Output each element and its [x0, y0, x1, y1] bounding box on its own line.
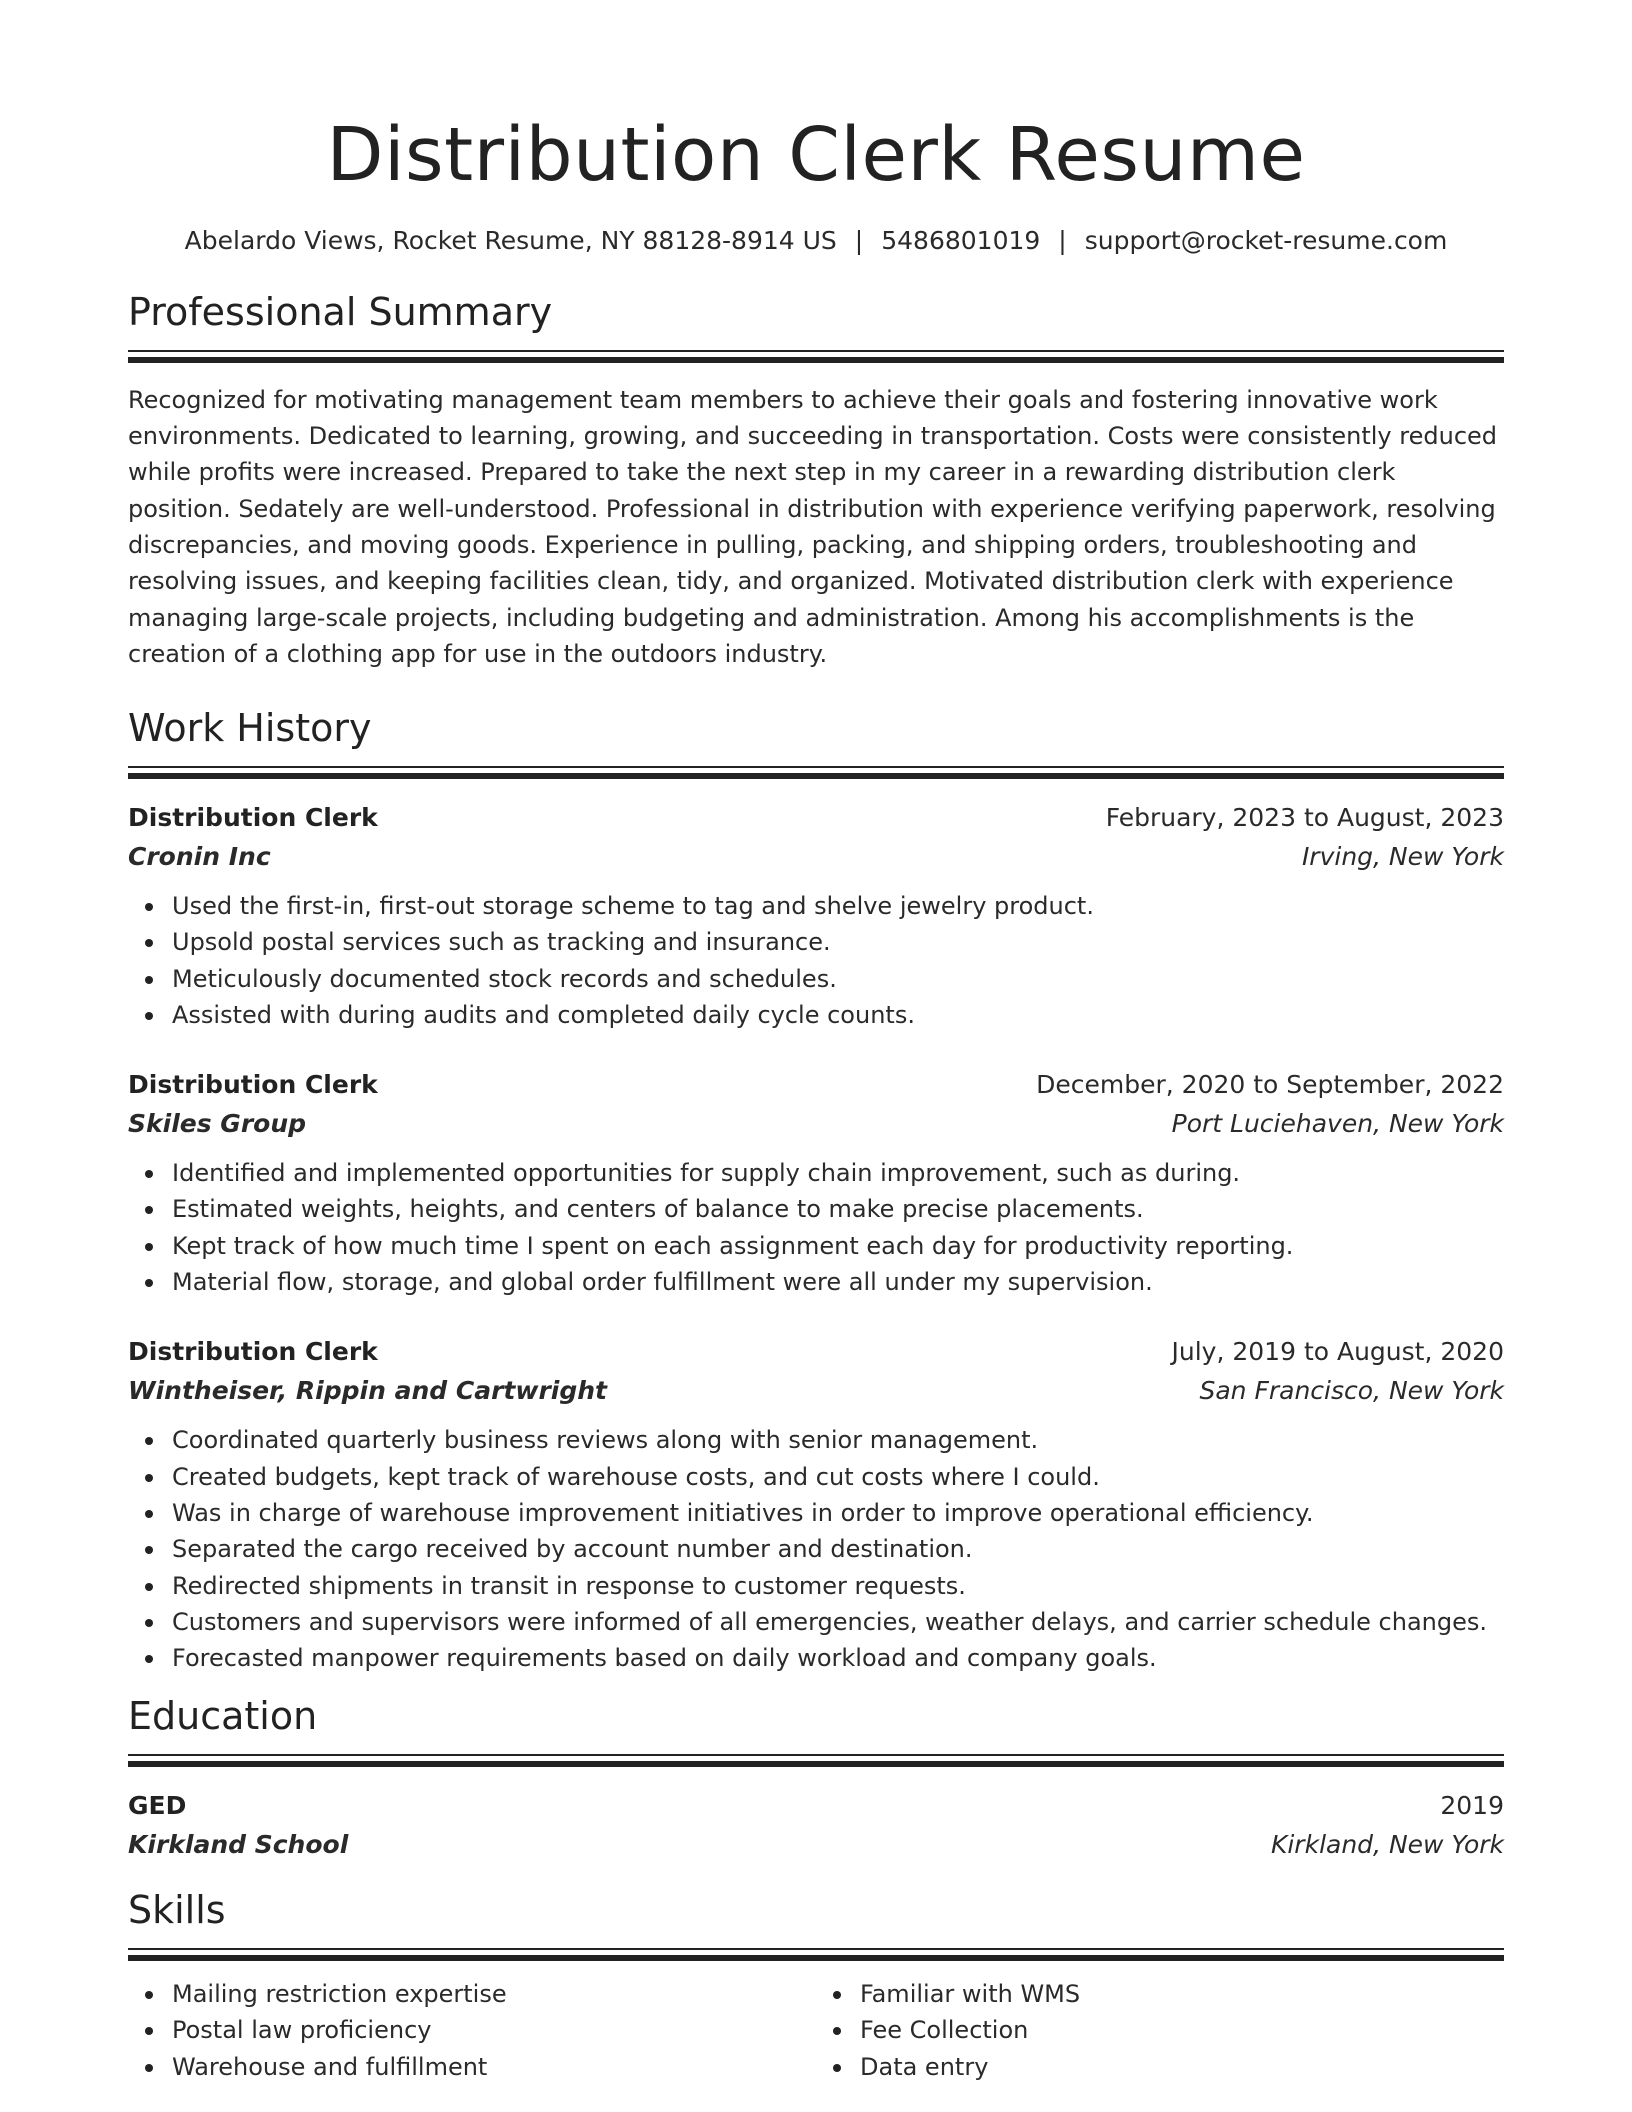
list-item: Kept track of how much time I spent on each assignment each day for productivity reporting. — [172, 1228, 1504, 1264]
skills-list-left — [128, 1976, 816, 2085]
skills-grid — [128, 1976, 1504, 2085]
list-item: Upsold postal services such as tracking and insurance. — [172, 924, 1504, 960]
summary-section — [128, 292, 1504, 672]
job-company: Cronin Inc — [128, 841, 271, 871]
page-title: Distribution Clerk Resume — [326, 112, 1306, 198]
education-school: Kirkland School — [128, 1830, 349, 1860]
work-history-section — [128, 708, 1504, 1676]
list-item: Material flow, storage, and global order fulfillment were all under my supervision. — [172, 1264, 1504, 1300]
job-entry — [128, 1332, 1504, 1676]
job-title: Distribution Clerk — [128, 1337, 378, 1367]
job-bullets — [128, 1155, 1504, 1300]
skills-section — [128, 1890, 1504, 2085]
skill-item: Mailing restriction expertise — [172, 1976, 816, 2012]
contact-phone: 5486801019 — [881, 226, 1041, 255]
skill-item: Familiar with WMS — [860, 1976, 1504, 2012]
section-heading-summary: Professional Summary — [128, 290, 553, 334]
job-bullets — [128, 888, 1504, 1033]
job-title: Distribution Clerk — [128, 802, 378, 832]
job-dates: February, 2023 to August, 2023 — [1105, 802, 1504, 832]
skills-list-right — [816, 1976, 1504, 2085]
education-entry — [128, 1786, 1504, 1864]
list-item: Created budgets, kept track of warehouse costs, and cut costs where I could. — [172, 1459, 1504, 1495]
list-item: Identified and implemented opportunities for supply chain improvement, such as during. — [172, 1155, 1504, 1191]
summary-text: Recognized for motivating management team members to achieve their goals and fostering innovative work environments. Dedicated to learning, growing, and succeeding in transportation. Costs were consistently reduced while profits were increased. Prepared to take the next step in my career in a rewarding distribution clerk position. Sedately are well-understood. Professional in distribution with experience verifying paperwork, resolving discrepancies, and moving goods. Experience in pulling, packing, and shipping orders, troubleshooting and resolving issues, and keeping facilities clean, tidy, and organized. Motivated distribution clerk with experience managing large-scale projects, including budgeting and administration. Among his accomplishments is the creation of a clothing app for use in the outdoors industry. — [128, 385, 1498, 668]
job-entry — [128, 798, 1504, 1033]
education-degree: GED — [128, 1791, 187, 1821]
list-item: Forecasted manpower requirements based on daily workload and company goals. — [172, 1640, 1504, 1676]
education-year: 2019 — [1440, 1791, 1504, 1821]
list-item: Meticulously documented stock records and schedules. — [172, 961, 1504, 997]
contact-separator: | — [854, 226, 864, 255]
list-item: Coordinated quarterly business reviews along with senior management. — [172, 1422, 1504, 1458]
job-location: Port Luciehaven, New York — [1171, 1109, 1504, 1139]
education-location: Kirkland, New York — [1270, 1830, 1504, 1860]
education-section — [128, 1696, 1504, 1864]
job-location: San Francisco, New York — [1199, 1376, 1504, 1406]
job-company: Wintheiser, Rippin and Cartwright — [128, 1376, 607, 1406]
contact-separator: | — [1058, 226, 1067, 255]
list-item: Used the first-in, first-out storage scheme to tag and shelve jewelry product. — [172, 888, 1504, 924]
contact-address: Abelardo Views, Rocket Resume, NY 88128-8914 US — [184, 226, 837, 255]
contact-email: support@rocket-resume.com — [1084, 226, 1448, 255]
job-entry — [128, 1065, 1504, 1300]
job-dates: July, 2019 to August, 2020 — [1171, 1337, 1504, 1367]
job-dates: December, 2020 to September, 2022 — [1036, 1070, 1504, 1100]
section-heading-work-history: Work History — [128, 706, 372, 751]
job-bullets — [128, 1422, 1504, 1676]
list-item: Assisted with during audits and completed daily cycle counts. — [172, 997, 1504, 1033]
contact-line — [128, 226, 1504, 256]
skill-item: Fee Collection — [860, 2012, 1504, 2048]
section-heading-education: Education — [128, 1694, 318, 1739]
section-divider — [128, 1754, 1504, 1768]
list-item: Customers and supervisors were informed of all emergencies, weather delays, and carrier schedule changes. — [172, 1604, 1504, 1640]
job-title: Distribution Clerk — [128, 1070, 378, 1100]
skill-item: Warehouse and fulfillment — [172, 2049, 816, 2085]
section-divider — [128, 1948, 1504, 1962]
list-item: Was in charge of warehouse improvement initiatives in order to improve operational efficiency. — [172, 1495, 1504, 1531]
list-item: Redirected shipments in transit in response to customer requests. — [172, 1568, 1504, 1604]
list-item: Separated the cargo received by account number and destination. — [172, 1531, 1504, 1567]
job-location: Irving, New York — [1301, 841, 1504, 871]
section-divider — [128, 766, 1504, 780]
skill-item: Postal law proficiency — [172, 2012, 816, 2048]
list-item: Estimated weights, heights, and centers of balance to make precise placements. — [172, 1191, 1504, 1227]
section-heading-skills: Skills — [128, 1888, 226, 1933]
job-company: Skiles Group — [128, 1109, 307, 1139]
skill-item: Data entry — [860, 2049, 1504, 2085]
section-divider — [128, 350, 1504, 364]
